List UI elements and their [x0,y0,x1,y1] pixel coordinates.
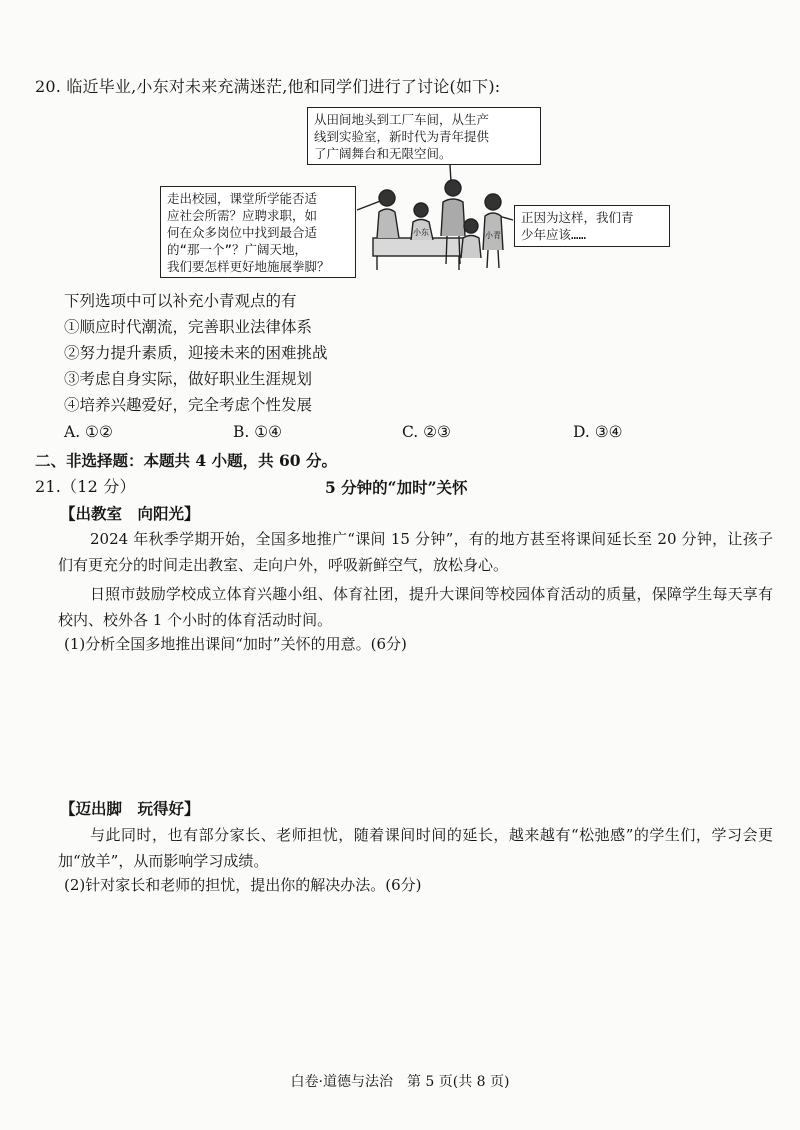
bubble-line: 线到实验室，新时代为青年提供 [314,129,490,144]
label-xiaodong: 小东 [413,228,429,237]
question-21-title: 5 分钟的“加时”关怀 [325,478,468,497]
statement-4: ④培养兴趣爱好，完全考虑个性发展 [64,396,313,414]
statement-3: ③考虑自身实际，做好职业生涯规划 [64,370,313,388]
speech-bubble-right [514,205,670,247]
choice-c: C. ②③ [402,423,451,441]
section-heading-2: 【迈出脚 玩得好】 [60,799,200,818]
bubble-line: 少年应该…… [521,227,587,242]
statement-1: ①顺应时代潮流，完善职业法律体系 [64,318,313,336]
choice-b: B. ①④ [233,423,283,441]
label-xiaoqing: 小青 [485,231,501,240]
question-20-prompt: 下列选项中可以补充小青观点的有 [64,292,297,310]
students-illustration [355,160,515,272]
speech-bubble-top [307,107,541,165]
paragraph-3: 与此同时，也有部分家长、老师担忧，随着课间时间的延长，越来越有“松弛感”的学生们，学习会更加“放羊”，从而影响学习成绩。 [58,826,773,870]
sub-question-1: (1)分析全国多地推出课间“加时”关怀的用意。(6分) [64,635,407,653]
bubble-line: 的“那一个”？广阔天地， [167,242,308,257]
bubble-line: 应社会所需？应聘求职，如 [167,208,318,223]
bubble-line: 走出校园，课堂所学能否适 [167,191,318,206]
statement-2: ②努力提升素质，迎接未来的困难挑战 [64,344,328,362]
choice-d: D. ③④ [573,423,623,441]
choice-a: A. ①② [64,423,113,441]
page-footer: 白卷·道德与法治 第 5 页(共 8 页) [290,1074,510,1090]
question-20-stem: 20. 临近毕业,小东对未来充满迷茫,他和同学们进行了讨论(如下): [35,77,501,96]
sub-question-2: (2)针对家长和老师的担忧，提出你的解决办法。(6分) [64,876,422,894]
bubble-line: 了广阔舞台和无限空间。 [314,146,452,161]
bubble-line: 从田间地头到工厂车间，从生产 [314,112,490,127]
section-heading-1: 【出教室 向阳光】 [60,504,200,523]
bubble-line: 何在众多岗位中找到最合适 [167,225,318,240]
question-21-number: 21.（12 分） [35,477,136,496]
bubble-line: 我们要怎样更好地施展拳脚？ [167,259,330,274]
paragraph-1: 2024 年秋季学期开始，全国多地推广“课间 15 分钟”，有的地方甚至将课间延长至 20 分钟，让孩子们有更充分的时间走出教室、走向户外，呼吸新鲜空气，放松身心。 [58,530,773,574]
paragraph-2: 日照市鼓励学校成立体育兴趣小组、体育社团，提升大课间等校园体育活动的质量，保障学生每天享有校内、校外各 1 个小时的体育活动时间。 [58,585,773,629]
bubble-line: 正因为这样，我们青 [521,210,634,225]
speech-bubble-left [160,186,356,278]
part-2-heading: 二、非选择题：本题共 4 小题，共 60 分。 [35,451,337,470]
